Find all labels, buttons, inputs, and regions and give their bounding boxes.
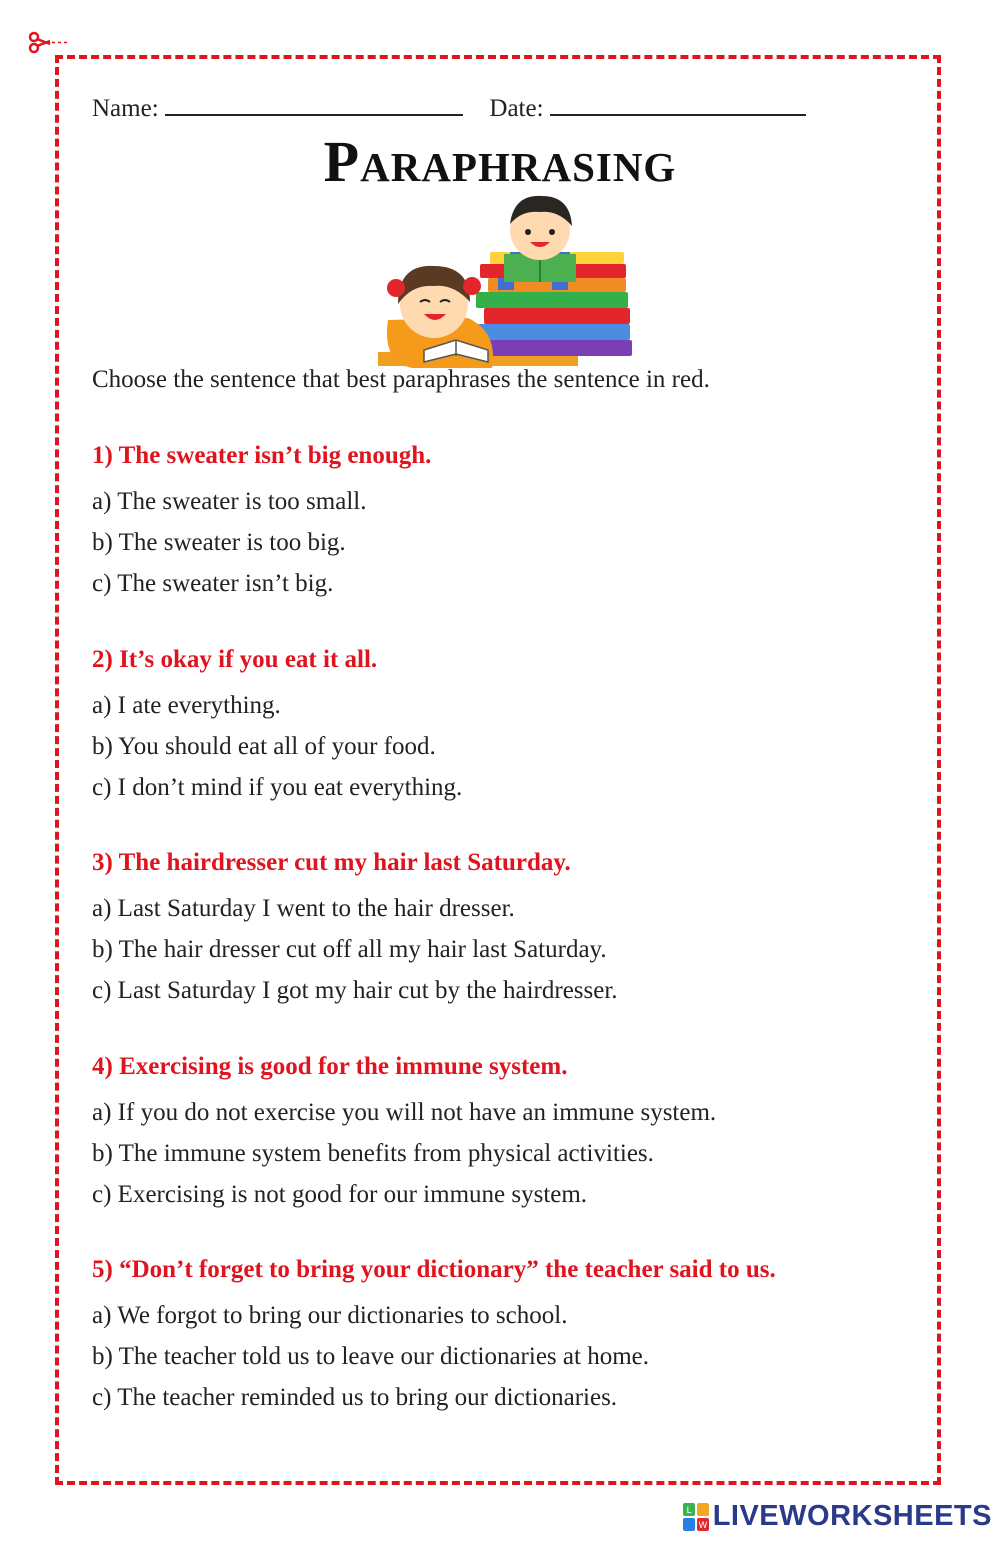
answer-option[interactable]: c) The sweater isn’t big. [92,570,334,597]
page-title: Paraphrasing [323,129,677,194]
answer-option[interactable]: a) We forgot to bring our dictionaries to school. [92,1302,568,1329]
answer-option[interactable]: a) The sweater is too small. [92,488,367,515]
date-blank-field[interactable] [550,92,806,116]
question-stem: 4) Exercising is good for the immune system. [92,1053,568,1080]
brand-name[interactable]: LIVEWORKSHEETS [712,1500,992,1532]
answer-option[interactable]: c) The teacher reminded us to bring our dictionaries. [92,1384,618,1411]
answer-option[interactable]: b) You should eat all of your food. [92,733,436,760]
answer-option[interactable]: b) The immune system benefits from physical activities. [92,1140,654,1167]
name-date-line [92,92,806,123]
answer-option[interactable]: b) The teacher told us to leave our dictionaries at home. [92,1343,649,1370]
liveworksheets-logo-icon [683,1503,709,1531]
answer-option[interactable]: b) The sweater is too big. [92,529,346,556]
answer-option[interactable]: b) The hair dresser cut off all my hair last Saturday. [92,936,607,963]
answer-option[interactable]: c) I don’t mind if you eat everything. [92,774,463,801]
question-5 [92,1254,776,1418]
answer-option[interactable]: a) I ate everything. [92,692,281,719]
answer-option[interactable]: a) Last Saturday I went to the hair dresser. [92,895,515,922]
question-3 [92,847,618,1011]
question-stem: 1) The sweater isn’t big enough. [92,442,432,469]
svg-text:W: W [698,1520,708,1531]
liveworksheets-footer [683,1500,992,1533]
answer-option[interactable]: c) Last Saturday I got my hair cut by the hairdresser. [92,977,618,1004]
question-1 [92,440,431,604]
question-stem: 5) “Don’t forget to bring your dictionary” the teacher said to us. [92,1256,776,1283]
question-4 [92,1051,716,1215]
answer-option[interactable]: c) Exercising is not good for our immune system. [92,1181,588,1208]
name-label: Name: [92,95,159,122]
scissors-icon [28,30,72,54]
instructions: Choose the sentence that best paraphrases the sentence in red. [92,366,710,393]
question-stem: 3) The hairdresser cut my hair last Saturday. [92,849,571,876]
answer-option[interactable]: a) If you do not exercise you will not have an immune system. [92,1099,717,1126]
kids-reading-books-illustration [372,192,642,370]
name-blank-field[interactable] [165,92,463,116]
question-stem: 2) It’s okay if you eat it all. [92,646,378,673]
question-2 [92,644,462,808]
svg-text:L: L [686,1505,692,1516]
date-label: Date: [489,95,544,122]
